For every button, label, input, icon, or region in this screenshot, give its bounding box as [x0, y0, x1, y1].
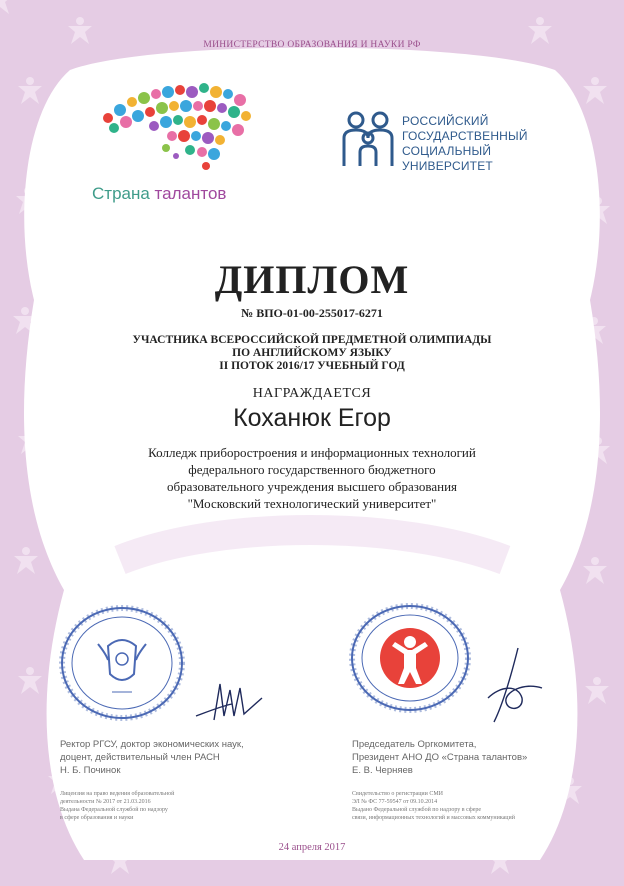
- organization-line: федерального государственного бюджетного: [188, 462, 436, 477]
- fine-line: Лицензия на право ведения образовательной: [60, 791, 175, 797]
- family-icon: [340, 110, 396, 168]
- subtitle-line: II ПОТОК 2016/17 УЧЕБНЫЙ ГОД: [219, 360, 405, 372]
- organization-line: Колледж приборостроения и информационных технологий: [148, 445, 476, 460]
- diploma-number: № ВПО-01-00-255017-6271: [241, 306, 383, 320]
- subtitle-line: УЧАСТНИКА ВСЕРОССИЙСКОЙ ПРЕДМЕТНОЙ ОЛИМПИАДЫ: [132, 334, 492, 346]
- caption-line: Е. В. Черняев: [352, 765, 413, 776]
- russia-map-dots-logo: [94, 80, 264, 180]
- fine-line: Выдано Федеральной службой по надзору в сфере: [352, 807, 482, 813]
- chairman-caption: [352, 738, 527, 777]
- university-line: ГОСУДАРСТВЕННЫЙ: [402, 129, 528, 143]
- rector-caption: [60, 738, 244, 777]
- university-line: РОССИЙСКИЙ: [402, 114, 489, 128]
- chairman-signature: [478, 642, 548, 726]
- fine-line: в сфере образования и науки: [60, 815, 134, 821]
- fine-line: деятельности № 2017 от 21.03.2016: [60, 799, 151, 805]
- official-stamp: [58, 604, 186, 722]
- caption-line: Председатель Оргкомитета,: [352, 739, 477, 750]
- ministry-header: МИНИСТЕРСТВО ОБРАЗОВАНИЯ И НАУКИ РФ: [203, 40, 421, 50]
- awarded-label: НАГРАЖДАЕТСЯ: [252, 386, 372, 401]
- organization-line: "Московский технологический университет": [187, 496, 437, 511]
- fine-line: Выдана Федеральной службой по надзору: [60, 807, 168, 813]
- fine-line: связи, информационных технологий и массовых коммуникаций: [352, 815, 515, 821]
- person-stamp: [348, 602, 472, 714]
- university-line: СОЦИАЛЬНЫЙ: [402, 144, 492, 158]
- subtitle-line: ПО АНГЛИЙСКОМУ ЯЗЫКУ: [232, 347, 392, 359]
- rector-signature: [192, 676, 268, 724]
- caption-line: Н. Б. Починок: [60, 765, 121, 776]
- organization: [0, 444, 624, 512]
- license-note: [60, 790, 270, 822]
- recipient-name: Коханюк Егор: [233, 404, 391, 432]
- caption-line: Ректор РГСУ, доктор экономических наук,: [60, 739, 244, 750]
- caption-line: доцент, действительный член РАСН: [60, 752, 220, 763]
- brand-name: Страна талантов: [92, 184, 227, 203]
- diploma-title: ДИПЛОМ: [214, 257, 410, 302]
- issue-date: 24 апреля 2017: [278, 842, 346, 853]
- fine-line: ЭЛ № ФС 77-59547 от 09.10.2014: [352, 799, 438, 805]
- university-line: УНИВЕРСИТЕТ: [402, 159, 493, 173]
- organization-line: образовательного учреждения высшего образования: [167, 479, 457, 494]
- caption-line: Президент АНО ДО «Страна талантов»: [352, 752, 528, 763]
- university-name: [402, 114, 562, 174]
- fine-line: Свидетельство о регистрации СМИ: [352, 791, 444, 797]
- olympiad-description: [0, 334, 624, 373]
- media-registration-note: [352, 790, 582, 822]
